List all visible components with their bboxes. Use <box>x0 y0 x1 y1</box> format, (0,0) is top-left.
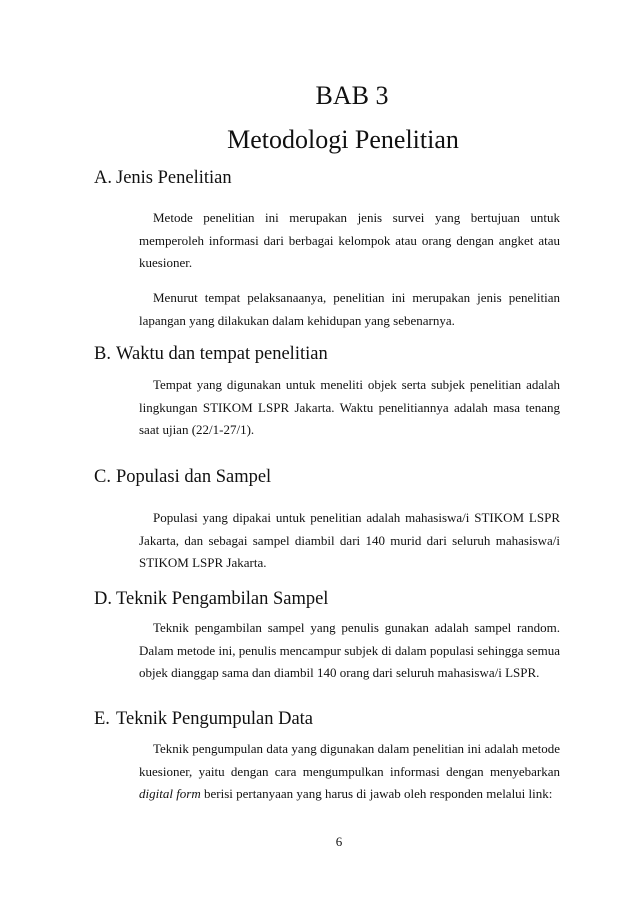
paragraph-text: Teknik pengumpulan data yang digunakan dalam penelitian ini adalah metode kuesioner, yaitu dengan cara mengumpulkan informasi dengan menyebarkan <box>139 741 560 779</box>
section-heading-e <box>94 709 313 730</box>
paragraph: Menurut tempat pelaksanaanya, penelitian ini merupakan jenis penelitian lapangan yang dilakukan dalam kehidupan yang sebenarnya. <box>139 290 560 328</box>
section-letter: C. <box>94 467 111 487</box>
section-letter: B. <box>94 344 111 364</box>
paragraph <box>139 738 560 806</box>
section-letter: A. <box>94 168 112 188</box>
section-title: Populasi dan Sampel <box>116 467 272 487</box>
section-letter: D. <box>94 589 112 609</box>
chapter-label: BAB 3 <box>315 81 389 110</box>
italic-term: digital form <box>139 786 201 801</box>
section-heading-c <box>94 467 271 488</box>
paragraph: Tempat yang digunakan untuk meneliti objek serta subjek penelitian adalah lingkungan STIKOM LSPR Jakarta. Waktu penelitiannya adalah masa tenang saat ujian (22/1-27/1). <box>139 377 560 437</box>
section-heading-d <box>94 589 328 610</box>
section-title: Teknik Pengambilan Sampel <box>116 589 329 609</box>
paragraph: Teknik pengambilan sampel yang penulis gunakan adalah sampel random. Dalam metode ini, penulis mencampur subjek di dalam populasi sehingga semua objek dianggap sama dan diambil 140 orang dari seluruh mahasiswa/i LSPR. <box>139 620 560 680</box>
page-title: Metodologi Penelitian <box>227 125 459 154</box>
section-heading-b <box>94 344 328 365</box>
section-heading-a <box>94 168 232 189</box>
section-title: Teknik Pengumpulan Data <box>116 709 314 729</box>
section-title: Jenis Penelitian <box>116 168 232 188</box>
paragraph: Populasi yang dipakai untuk penelitian adalah mahasiswa/i STIKOM LSPR Jakarta, dan sebagai sampel diambil dari 140 murid dari seluruh mahasiswa/i STIKOM LSPR Jakarta. <box>139 510 560 570</box>
paragraph: Metode penelitian ini merupakan jenis survei yang bertujuan untuk memperoleh informasi dari berbagai kelompok atau orang dengan angket atau kuesioner. <box>139 210 560 270</box>
section-title: Waktu dan tempat penelitian <box>116 344 328 364</box>
page-number: 6 <box>335 834 343 849</box>
section-letter: E. <box>94 709 110 729</box>
paragraph-text: berisi pertanyaan yang harus di jawab oleh responden melalui link: <box>200 786 553 801</box>
